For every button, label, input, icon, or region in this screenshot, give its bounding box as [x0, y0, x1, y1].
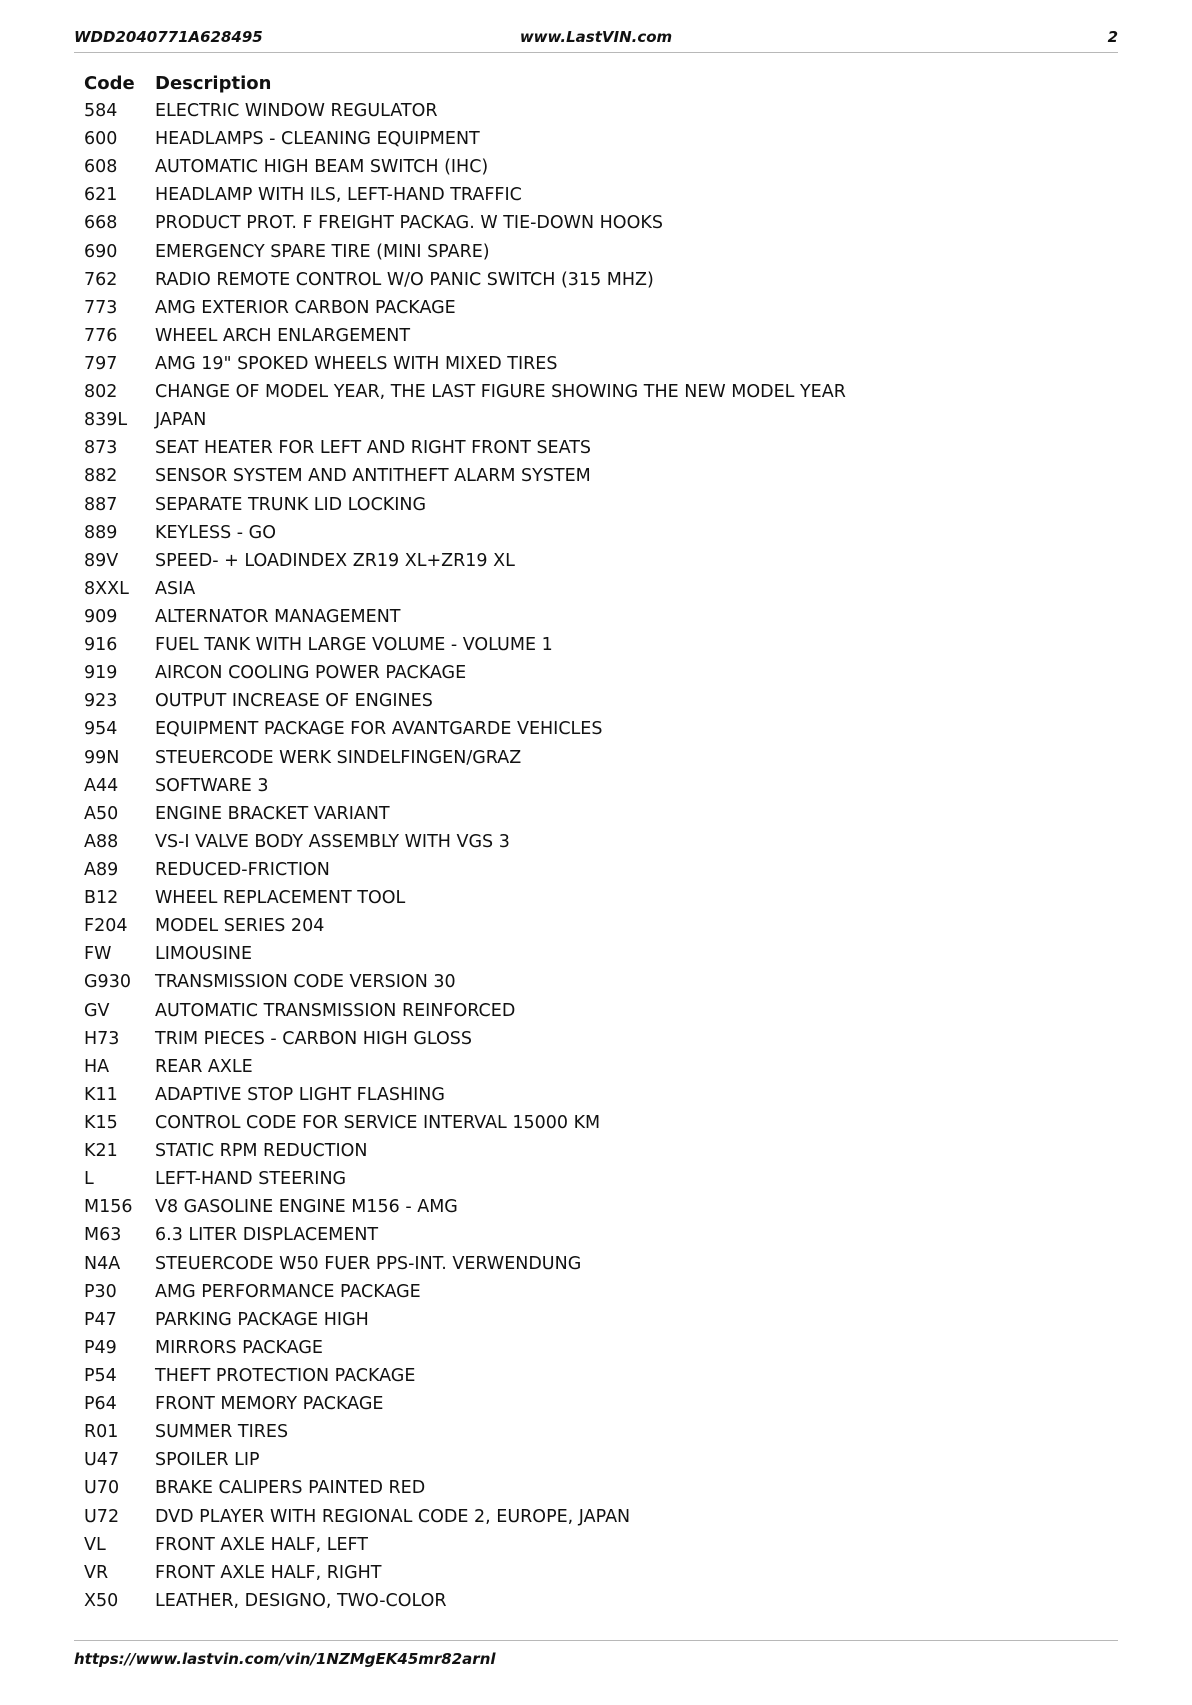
option-description: BRAKE CALIPERS PAINTED RED [155, 1478, 426, 1499]
option-description: AMG EXTERIOR CARBON PACKAGE [155, 297, 456, 318]
option-description: ALTERNATOR MANAGEMENT [155, 607, 401, 628]
option-code: A89 [84, 860, 119, 880]
option-description: SEPARATE TRUNK LID LOCKING [155, 494, 427, 515]
table-row [84, 631, 846, 659]
option-codes-table [84, 69, 846, 1615]
option-code: P49 [84, 1337, 117, 1358]
option-description: 6.3 LITER DISPLACEMENT [155, 1225, 379, 1246]
table-row [84, 1137, 846, 1165]
option-code: 773 [84, 297, 118, 318]
option-description: PARKING PACKAGE HIGH [155, 1309, 369, 1330]
table-row [84, 350, 846, 378]
option-code: 839L [84, 410, 128, 431]
option-description: HEADLAMP WITH ILS, LEFT-HAND TRAFFIC [155, 185, 522, 206]
option-code: F204 [84, 916, 128, 937]
option-code: HA [84, 1056, 110, 1077]
table-row [84, 884, 846, 912]
option-description: REDUCED-FRICTION [155, 860, 330, 880]
option-description: PRODUCT PROT. F FREIGHT PACKAG. W TIE-DOWN HOOKS [155, 213, 663, 234]
table-row [84, 828, 846, 856]
table-row [84, 434, 846, 462]
table-row [84, 687, 846, 715]
option-description: ENGINE BRACKET VARIANT [155, 803, 390, 824]
footer-url[interactable]: https://www.lastvin.com/vin/1NZMgEK45mr82arnl [74, 1650, 496, 1668]
option-description: KEYLESS - GO [155, 522, 277, 543]
option-code: 923 [84, 691, 118, 712]
option-code: 889 [84, 522, 118, 543]
table-row [84, 1193, 846, 1221]
option-description: WHEEL ARCH ENLARGEMENT [155, 325, 411, 346]
table-row [84, 1531, 846, 1559]
option-code: P47 [84, 1309, 117, 1330]
option-code: A44 [84, 775, 119, 796]
table-row [84, 912, 846, 940]
option-description: OUTPUT INCREASE OF ENGINES [155, 691, 433, 712]
table-row [84, 1390, 846, 1418]
option-code: 776 [84, 325, 118, 346]
option-description: AMG PERFORMANCE PACKAGE [155, 1281, 421, 1302]
option-code: A50 [84, 803, 119, 824]
option-description: AUTOMATIC HIGH BEAM SWITCH (IHC) [155, 157, 489, 178]
table-row [84, 1587, 846, 1615]
table-row [84, 744, 846, 772]
table-row [84, 856, 846, 884]
option-code: 584 [84, 101, 118, 122]
option-code: 621 [84, 185, 118, 206]
option-description: SPEED- + LOADINDEX ZR19 XL+ZR19 XL [155, 550, 515, 571]
option-code: G930 [84, 972, 131, 993]
page-footer [74, 1640, 1118, 1668]
table-row [84, 1446, 846, 1474]
option-description: ASIA [155, 578, 196, 599]
table-row [84, 1165, 846, 1193]
option-description: REAR AXLE [155, 1056, 253, 1077]
option-description: FRONT AXLE HALF, RIGHT [155, 1562, 382, 1583]
table-row [84, 181, 846, 209]
option-description: JAPAN [155, 410, 207, 431]
table-row [84, 1249, 846, 1277]
option-code: 762 [84, 269, 118, 290]
table-header-row [84, 69, 846, 97]
option-description: AMG 19" SPOKED WHEELS WITH MIXED TIRES [155, 354, 558, 375]
header-page-number: 2 [1107, 28, 1118, 46]
option-description: SOFTWARE 3 [155, 775, 269, 796]
table-row [84, 575, 846, 603]
option-description: STATIC RPM REDUCTION [155, 1141, 368, 1162]
option-code: K11 [84, 1084, 118, 1105]
table-row [84, 1474, 846, 1502]
option-code: M63 [84, 1225, 122, 1246]
option-code: 916 [84, 635, 118, 656]
table-body [84, 97, 846, 1615]
option-code: K21 [84, 1141, 118, 1162]
option-code: A88 [84, 831, 119, 852]
table-row [84, 238, 846, 266]
option-code: 608 [84, 157, 118, 178]
option-code: 873 [84, 438, 118, 459]
table-row [84, 715, 846, 743]
table-row [84, 1053, 846, 1081]
option-description: TRIM PIECES - CARBON HIGH GLOSS [155, 1028, 473, 1049]
option-code: VR [84, 1562, 109, 1583]
option-description: FRONT MEMORY PACKAGE [155, 1394, 384, 1415]
option-code: FW [84, 944, 112, 965]
option-description: MODEL SERIES 204 [155, 916, 325, 937]
option-description: TRANSMISSION CODE VERSION 30 [155, 972, 456, 993]
option-code: 600 [84, 129, 118, 150]
table-row [84, 940, 846, 968]
table-row [84, 153, 846, 181]
table-row [84, 1334, 846, 1362]
option-description: DVD PLAYER WITH REGIONAL CODE 2, EUROPE, JAPAN [155, 1506, 631, 1527]
option-code: U47 [84, 1450, 120, 1471]
table-row [84, 97, 846, 125]
option-description: THEFT PROTECTION PACKAGE [155, 1365, 416, 1386]
option-code: 8XXL [84, 578, 129, 599]
option-description: LIMOUSINE [155, 944, 253, 965]
page-header [74, 26, 1118, 53]
column-header-description: Description [155, 72, 272, 94]
option-description: LEFT-HAND STEERING [155, 1169, 347, 1190]
table-row [84, 1278, 846, 1306]
table-row [84, 1081, 846, 1109]
option-code: 668 [84, 213, 118, 234]
option-code: 882 [84, 466, 118, 487]
option-code: X50 [84, 1590, 119, 1611]
option-description: MIRRORS PACKAGE [155, 1337, 323, 1358]
option-description: RADIO REMOTE CONTROL W/O PANIC SWITCH (315 MHZ) [155, 269, 654, 290]
table-row [84, 968, 846, 996]
option-description: SPOILER LIP [155, 1450, 260, 1471]
option-code: 887 [84, 494, 118, 515]
option-description: STEUERCODE W50 FUER PPS-INT. VERWENDUNG [155, 1253, 582, 1274]
option-code: H73 [84, 1028, 120, 1049]
table-row [84, 491, 846, 519]
option-code: U72 [84, 1506, 120, 1527]
option-code: 919 [84, 663, 118, 684]
option-description: SEAT HEATER FOR LEFT AND RIGHT FRONT SEATS [155, 438, 592, 459]
option-description: VS-I VALVE BODY ASSEMBLY WITH VGS 3 [155, 831, 510, 852]
table-row [84, 1306, 846, 1334]
option-code: P54 [84, 1365, 117, 1386]
option-description: AIRCON COOLING POWER PACKAGE [155, 663, 467, 684]
option-code: 99N [84, 747, 120, 768]
table-row [84, 997, 846, 1025]
option-code: 690 [84, 241, 118, 262]
option-code: P30 [84, 1281, 117, 1302]
table-row [84, 462, 846, 490]
option-code: R01 [84, 1422, 119, 1443]
option-description: CHANGE OF MODEL YEAR, THE LAST FIGURE SHOWING THE NEW MODEL YEAR [155, 382, 846, 403]
column-header-code: Code [84, 72, 135, 94]
table-row [84, 294, 846, 322]
table-row [84, 519, 846, 547]
table-row [84, 209, 846, 237]
option-description: ADAPTIVE STOP LIGHT FLASHING [155, 1084, 445, 1105]
option-description: CONTROL CODE FOR SERVICE INTERVAL 15000 KM [155, 1112, 601, 1133]
option-code: N4A [84, 1253, 121, 1274]
option-code: VL [84, 1534, 106, 1555]
option-code: 909 [84, 607, 118, 628]
header-site[interactable]: www.LastVIN.com [519, 28, 673, 46]
table-row [84, 1109, 846, 1137]
table-row [84, 1025, 846, 1053]
option-description: EMERGENCY SPARE TIRE (MINI SPARE) [155, 241, 490, 262]
header-vin: WDD2040771A628495 [74, 28, 263, 46]
table-row [84, 1362, 846, 1390]
option-description: FRONT AXLE HALF, LEFT [155, 1534, 368, 1555]
option-description: WHEEL REPLACEMENT TOOL [155, 888, 406, 909]
table-row [84, 659, 846, 687]
option-description: SUMMER TIRES [155, 1422, 289, 1443]
option-description: ELECTRIC WINDOW REGULATOR [155, 101, 438, 122]
option-code: 89V [84, 550, 119, 571]
option-description: STEUERCODE WERK SINDELFINGEN/GRAZ [155, 747, 522, 768]
table-row [84, 378, 846, 406]
option-description: FUEL TANK WITH LARGE VOLUME - VOLUME 1 [155, 635, 553, 656]
option-code: 802 [84, 382, 118, 403]
table-row [84, 772, 846, 800]
option-code: P64 [84, 1394, 117, 1415]
table-row [84, 266, 846, 294]
table-row [84, 322, 846, 350]
option-description: EQUIPMENT PACKAGE FOR AVANTGARDE VEHICLES [155, 719, 603, 740]
table-row [84, 547, 846, 575]
option-code: 797 [84, 354, 118, 375]
option-description: SENSOR SYSTEM AND ANTITHEFT ALARM SYSTEM [155, 466, 591, 487]
table-row [84, 800, 846, 828]
option-description: AUTOMATIC TRANSMISSION REINFORCED [155, 1000, 516, 1021]
table-row [84, 1221, 846, 1249]
option-code: K15 [84, 1112, 118, 1133]
option-code: 954 [84, 719, 118, 740]
option-code: B12 [84, 888, 119, 909]
table-row [84, 406, 846, 434]
option-description: LEATHER, DESIGNO, TWO-COLOR [155, 1590, 447, 1611]
table-row [84, 603, 846, 631]
option-code: U70 [84, 1478, 120, 1499]
table-row [84, 1502, 846, 1530]
option-code: GV [84, 1000, 110, 1021]
table-row [84, 125, 846, 153]
option-description: HEADLAMPS - CLEANING EQUIPMENT [155, 129, 480, 150]
option-code: L [84, 1169, 94, 1190]
table-row [84, 1559, 846, 1587]
option-description: V8 GASOLINE ENGINE M156 - AMG [155, 1197, 458, 1218]
table-row [84, 1418, 846, 1446]
option-code: M156 [84, 1197, 133, 1218]
